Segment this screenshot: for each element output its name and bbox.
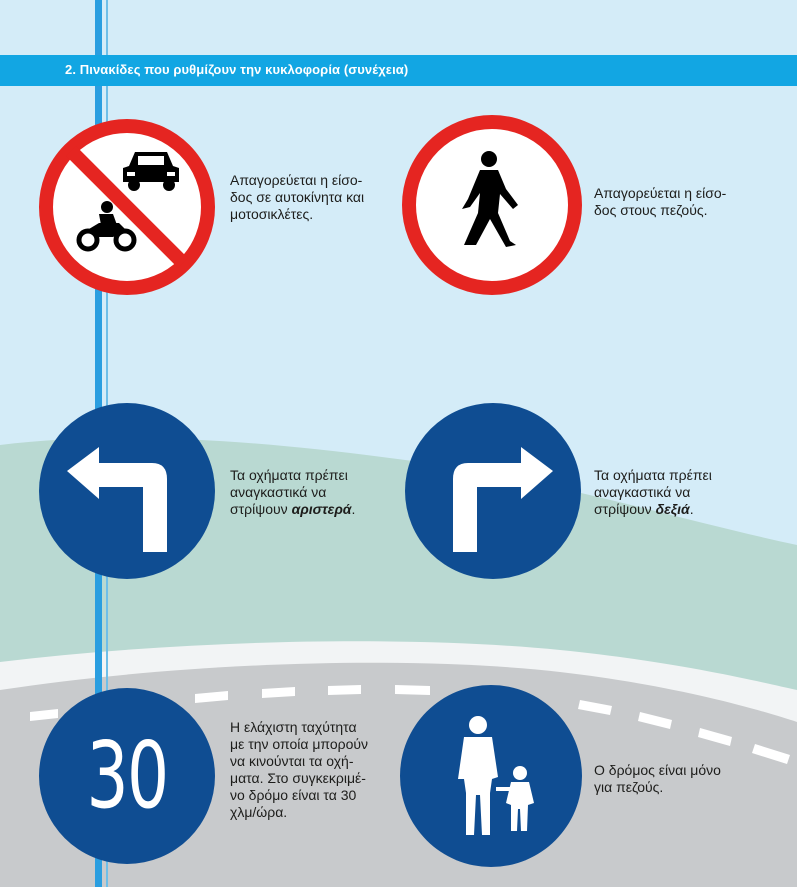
description-line: αναγκαστικά να	[230, 484, 327, 500]
description-line: Ο δρόμος είναι μόνο	[594, 762, 721, 778]
description-line: Τα οχήματα πρέπει	[594, 467, 712, 483]
description-line: Τα οχήματα πρέπει	[230, 467, 348, 483]
pedestrians-only-sign-icon	[398, 683, 584, 869]
description-line: με την οποία μπορούν	[230, 736, 369, 752]
sign-description-minimum-speed	[230, 719, 368, 821]
description-line: αναγκαστικά να	[594, 484, 691, 500]
description-line	[230, 501, 355, 518]
direction-emphasis: δεξιά	[655, 501, 690, 517]
turn-left-sign-icon	[37, 401, 217, 581]
description-line	[594, 501, 712, 518]
direction-emphasis: αριστερά	[291, 501, 352, 517]
description-text: στρίψουν	[594, 501, 656, 517]
sign-description-no-pedestrians	[594, 185, 726, 219]
description-line: να κινούνται τα οχή-	[230, 753, 354, 769]
description-text: .	[351, 501, 356, 517]
description-line: δος σε αυτοκίνητα και	[230, 189, 365, 205]
description-line: νο δρόμο είναι τα 30	[230, 787, 357, 803]
description-line: χλμ/ώρα.	[230, 804, 288, 820]
description-text: στρίψουν	[230, 501, 292, 517]
no-pedestrians-sign-icon	[402, 115, 582, 295]
description-line: Η ελάχιστη ταχύτητα	[230, 719, 357, 735]
sign-description-turn-left	[230, 467, 355, 518]
description-line: Απαγορεύεται η είσο-	[594, 185, 727, 201]
speed-number: 30	[86, 722, 168, 829]
description-line: για πεζούς.	[594, 779, 664, 795]
sign-description-pedestrians-only	[594, 762, 721, 796]
section-title: 2. Πινακίδες που ρυθμίζουν την κυκλοφορία (συνέχεια)	[65, 62, 409, 77]
section-banner	[0, 55, 797, 86]
description-text: .	[689, 501, 694, 517]
minimum-speed-sign-icon	[37, 686, 217, 866]
description-line: Απαγορεύεται η είσο-	[230, 172, 363, 188]
sign-description-no-cars-motorcycles	[230, 172, 364, 223]
sign-description-turn-right	[594, 467, 712, 518]
description-line: μοτοσικλέτες.	[230, 206, 314, 222]
no-cars-motorcycles-sign-icon	[39, 119, 215, 295]
description-line: ματα. Στο συγκεκριμέ-	[230, 770, 366, 786]
description-line: δος στους πεζούς.	[594, 202, 708, 218]
turn-right-sign-icon	[403, 401, 583, 581]
